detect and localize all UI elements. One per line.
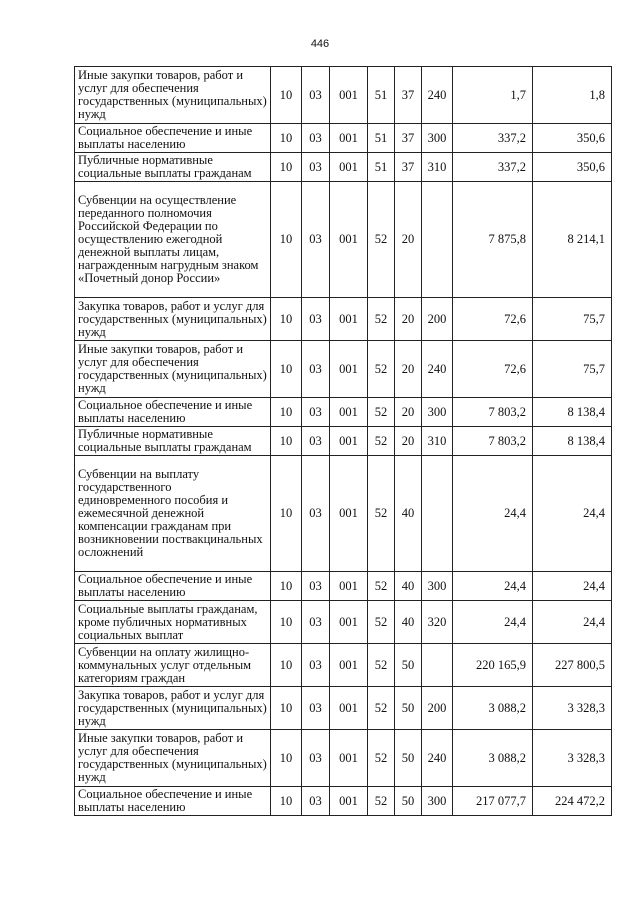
code-item: 40 (395, 601, 422, 644)
code-subsection: 03 (302, 730, 330, 787)
code-program: 001 (330, 787, 368, 816)
code-subprogram: 52 (368, 427, 395, 456)
code-subprogram: 52 (368, 298, 395, 341)
row-name: Субвенции на осуществление переданного полномочия Российской Федерации по осуществлению ежегодной денежной выплаты лицам, награжденным нагрудным знаком «Почетный донор России» (75, 182, 271, 298)
code-expense-type: 300 (422, 398, 453, 427)
code-item: 20 (395, 341, 422, 398)
code-subprogram: 52 (368, 182, 395, 298)
code-expense-type: 240 (422, 67, 453, 124)
amount-year-1: 217 077,7 (453, 787, 533, 816)
amount-year-1: 72,6 (453, 298, 533, 341)
code-expense-type: 300 (422, 787, 453, 816)
code-expense-type (422, 456, 453, 572)
code-program: 001 (330, 182, 368, 298)
code-section: 10 (271, 456, 302, 572)
code-subsection: 03 (302, 153, 330, 182)
amount-year-2: 24,4 (533, 601, 612, 644)
code-item: 20 (395, 398, 422, 427)
code-program: 001 (330, 398, 368, 427)
code-program: 001 (330, 644, 368, 687)
table-row (75, 298, 612, 341)
amount-year-2: 350,6 (533, 153, 612, 182)
page-number: 446 (310, 38, 330, 50)
code-item: 40 (395, 456, 422, 572)
amount-year-2: 8 214,1 (533, 182, 612, 298)
code-section: 10 (271, 687, 302, 730)
code-item: 50 (395, 730, 422, 787)
code-subprogram: 52 (368, 787, 395, 816)
table-row (75, 601, 612, 644)
code-item: 50 (395, 687, 422, 730)
code-program: 001 (330, 456, 368, 572)
code-expense-type (422, 182, 453, 298)
code-subprogram: 52 (368, 398, 395, 427)
code-program: 001 (330, 601, 368, 644)
row-name: Иные закупки товаров, работ и услуг для обеспечения государственных (муниципальных) нужд (75, 730, 271, 787)
table-row (75, 153, 612, 182)
amount-year-1: 7 803,2 (453, 427, 533, 456)
code-subsection: 03 (302, 298, 330, 341)
row-name: Социальное обеспечение и иные выплаты населению (75, 572, 271, 601)
amount-year-2: 227 800,5 (533, 644, 612, 687)
amount-year-2: 75,7 (533, 341, 612, 398)
code-subsection: 03 (302, 644, 330, 687)
code-subprogram: 51 (368, 153, 395, 182)
amount-year-1: 220 165,9 (453, 644, 533, 687)
code-item: 37 (395, 153, 422, 182)
code-expense-type: 200 (422, 298, 453, 341)
amount-year-2: 3 328,3 (533, 730, 612, 787)
code-section: 10 (271, 153, 302, 182)
code-item: 20 (395, 298, 422, 341)
row-name: Социальные выплаты гражданам, кроме публичных нормативных социальных выплат (75, 601, 271, 644)
amount-year-1: 7 803,2 (453, 398, 533, 427)
code-expense-type (422, 644, 453, 687)
code-subsection: 03 (302, 572, 330, 601)
amount-year-1: 3 088,2 (453, 687, 533, 730)
amount-year-1: 337,2 (453, 153, 533, 182)
table-row (75, 182, 612, 298)
code-program: 001 (330, 67, 368, 124)
amount-year-1: 24,4 (453, 456, 533, 572)
code-section: 10 (271, 341, 302, 398)
code-program: 001 (330, 572, 368, 601)
code-subprogram: 52 (368, 687, 395, 730)
code-item: 50 (395, 787, 422, 816)
code-subprogram: 52 (368, 456, 395, 572)
code-program: 001 (330, 124, 368, 153)
code-program: 001 (330, 427, 368, 456)
code-section: 10 (271, 787, 302, 816)
amount-year-2: 8 138,4 (533, 427, 612, 456)
code-subsection: 03 (302, 687, 330, 730)
code-subprogram: 52 (368, 644, 395, 687)
code-expense-type: 300 (422, 124, 453, 153)
code-program: 001 (330, 341, 368, 398)
row-name: Субвенции на выплату государственного единовременного пособия и ежемесячной денежной компенсации гражданам при возникновении поствакцинальных осложнений (75, 456, 271, 572)
row-name: Социальное обеспечение и иные выплаты населению (75, 787, 271, 816)
row-name: Публичные нормативные социальные выплаты гражданам (75, 153, 271, 182)
code-section: 10 (271, 67, 302, 124)
table-body (75, 67, 612, 816)
amount-year-1: 24,4 (453, 572, 533, 601)
code-item: 20 (395, 427, 422, 456)
code-subprogram: 52 (368, 572, 395, 601)
code-program: 001 (330, 730, 368, 787)
table-row (75, 730, 612, 787)
code-item: 40 (395, 572, 422, 601)
code-subprogram: 52 (368, 341, 395, 398)
table-row (75, 427, 612, 456)
code-section: 10 (271, 730, 302, 787)
row-name: Иные закупки товаров, работ и услуг для обеспечения государственных (муниципальных) нужд (75, 67, 271, 124)
amount-year-1: 3 088,2 (453, 730, 533, 787)
amount-year-1: 337,2 (453, 124, 533, 153)
table-row (75, 456, 612, 572)
row-name: Закупка товаров, работ и услуг для государственных (муниципальных) нужд (75, 687, 271, 730)
code-item: 20 (395, 182, 422, 298)
code-subsection: 03 (302, 787, 330, 816)
code-section: 10 (271, 124, 302, 153)
table-row (75, 398, 612, 427)
amount-year-1: 7 875,8 (453, 182, 533, 298)
code-subprogram: 52 (368, 601, 395, 644)
code-item: 37 (395, 124, 422, 153)
row-name: Закупка товаров, работ и услуг для государственных (муниципальных) нужд (75, 298, 271, 341)
code-section: 10 (271, 572, 302, 601)
code-program: 001 (330, 298, 368, 341)
amount-year-2: 24,4 (533, 456, 612, 572)
amount-year-2: 224 472,2 (533, 787, 612, 816)
amount-year-1: 72,6 (453, 341, 533, 398)
row-name: Субвенции на оплату жилищно-коммунальных услуг отдельным категориям граждан (75, 644, 271, 687)
code-section: 10 (271, 427, 302, 456)
code-section: 10 (271, 182, 302, 298)
code-subsection: 03 (302, 398, 330, 427)
table-row (75, 572, 612, 601)
code-section: 10 (271, 298, 302, 341)
code-subsection: 03 (302, 427, 330, 456)
table-row (75, 787, 612, 816)
row-name: Публичные нормативные социальные выплаты гражданам (75, 427, 271, 456)
code-expense-type: 310 (422, 427, 453, 456)
code-subprogram: 51 (368, 124, 395, 153)
amount-year-2: 3 328,3 (533, 687, 612, 730)
code-expense-type: 240 (422, 341, 453, 398)
code-expense-type: 320 (422, 601, 453, 644)
code-program: 001 (330, 153, 368, 182)
code-section: 10 (271, 644, 302, 687)
table-row (75, 341, 612, 398)
amount-year-2: 1,8 (533, 67, 612, 124)
amount-year-1: 24,4 (453, 601, 533, 644)
code-subsection: 03 (302, 182, 330, 298)
code-subsection: 03 (302, 601, 330, 644)
amount-year-2: 75,7 (533, 298, 612, 341)
code-expense-type: 310 (422, 153, 453, 182)
table-row (75, 67, 612, 124)
code-subsection: 03 (302, 124, 330, 153)
code-program: 001 (330, 687, 368, 730)
code-subprogram: 51 (368, 67, 395, 124)
amount-year-2: 8 138,4 (533, 398, 612, 427)
code-subsection: 03 (302, 67, 330, 124)
table-row (75, 124, 612, 153)
amount-year-1: 1,7 (453, 67, 533, 124)
code-section: 10 (271, 601, 302, 644)
code-subsection: 03 (302, 341, 330, 398)
budget-table (74, 66, 612, 816)
amount-year-2: 350,6 (533, 124, 612, 153)
table-row (75, 644, 612, 687)
code-item: 50 (395, 644, 422, 687)
code-subprogram: 52 (368, 730, 395, 787)
row-name: Социальное обеспечение и иные выплаты населению (75, 398, 271, 427)
amount-year-2: 24,4 (533, 572, 612, 601)
code-expense-type: 200 (422, 687, 453, 730)
table-row (75, 687, 612, 730)
row-name: Иные закупки товаров, работ и услуг для обеспечения государственных (муниципальных) нужд (75, 341, 271, 398)
code-item: 37 (395, 67, 422, 124)
row-name: Социальное обеспечение и иные выплаты населению (75, 124, 271, 153)
code-subsection: 03 (302, 456, 330, 572)
code-expense-type: 300 (422, 572, 453, 601)
code-section: 10 (271, 398, 302, 427)
code-expense-type: 240 (422, 730, 453, 787)
